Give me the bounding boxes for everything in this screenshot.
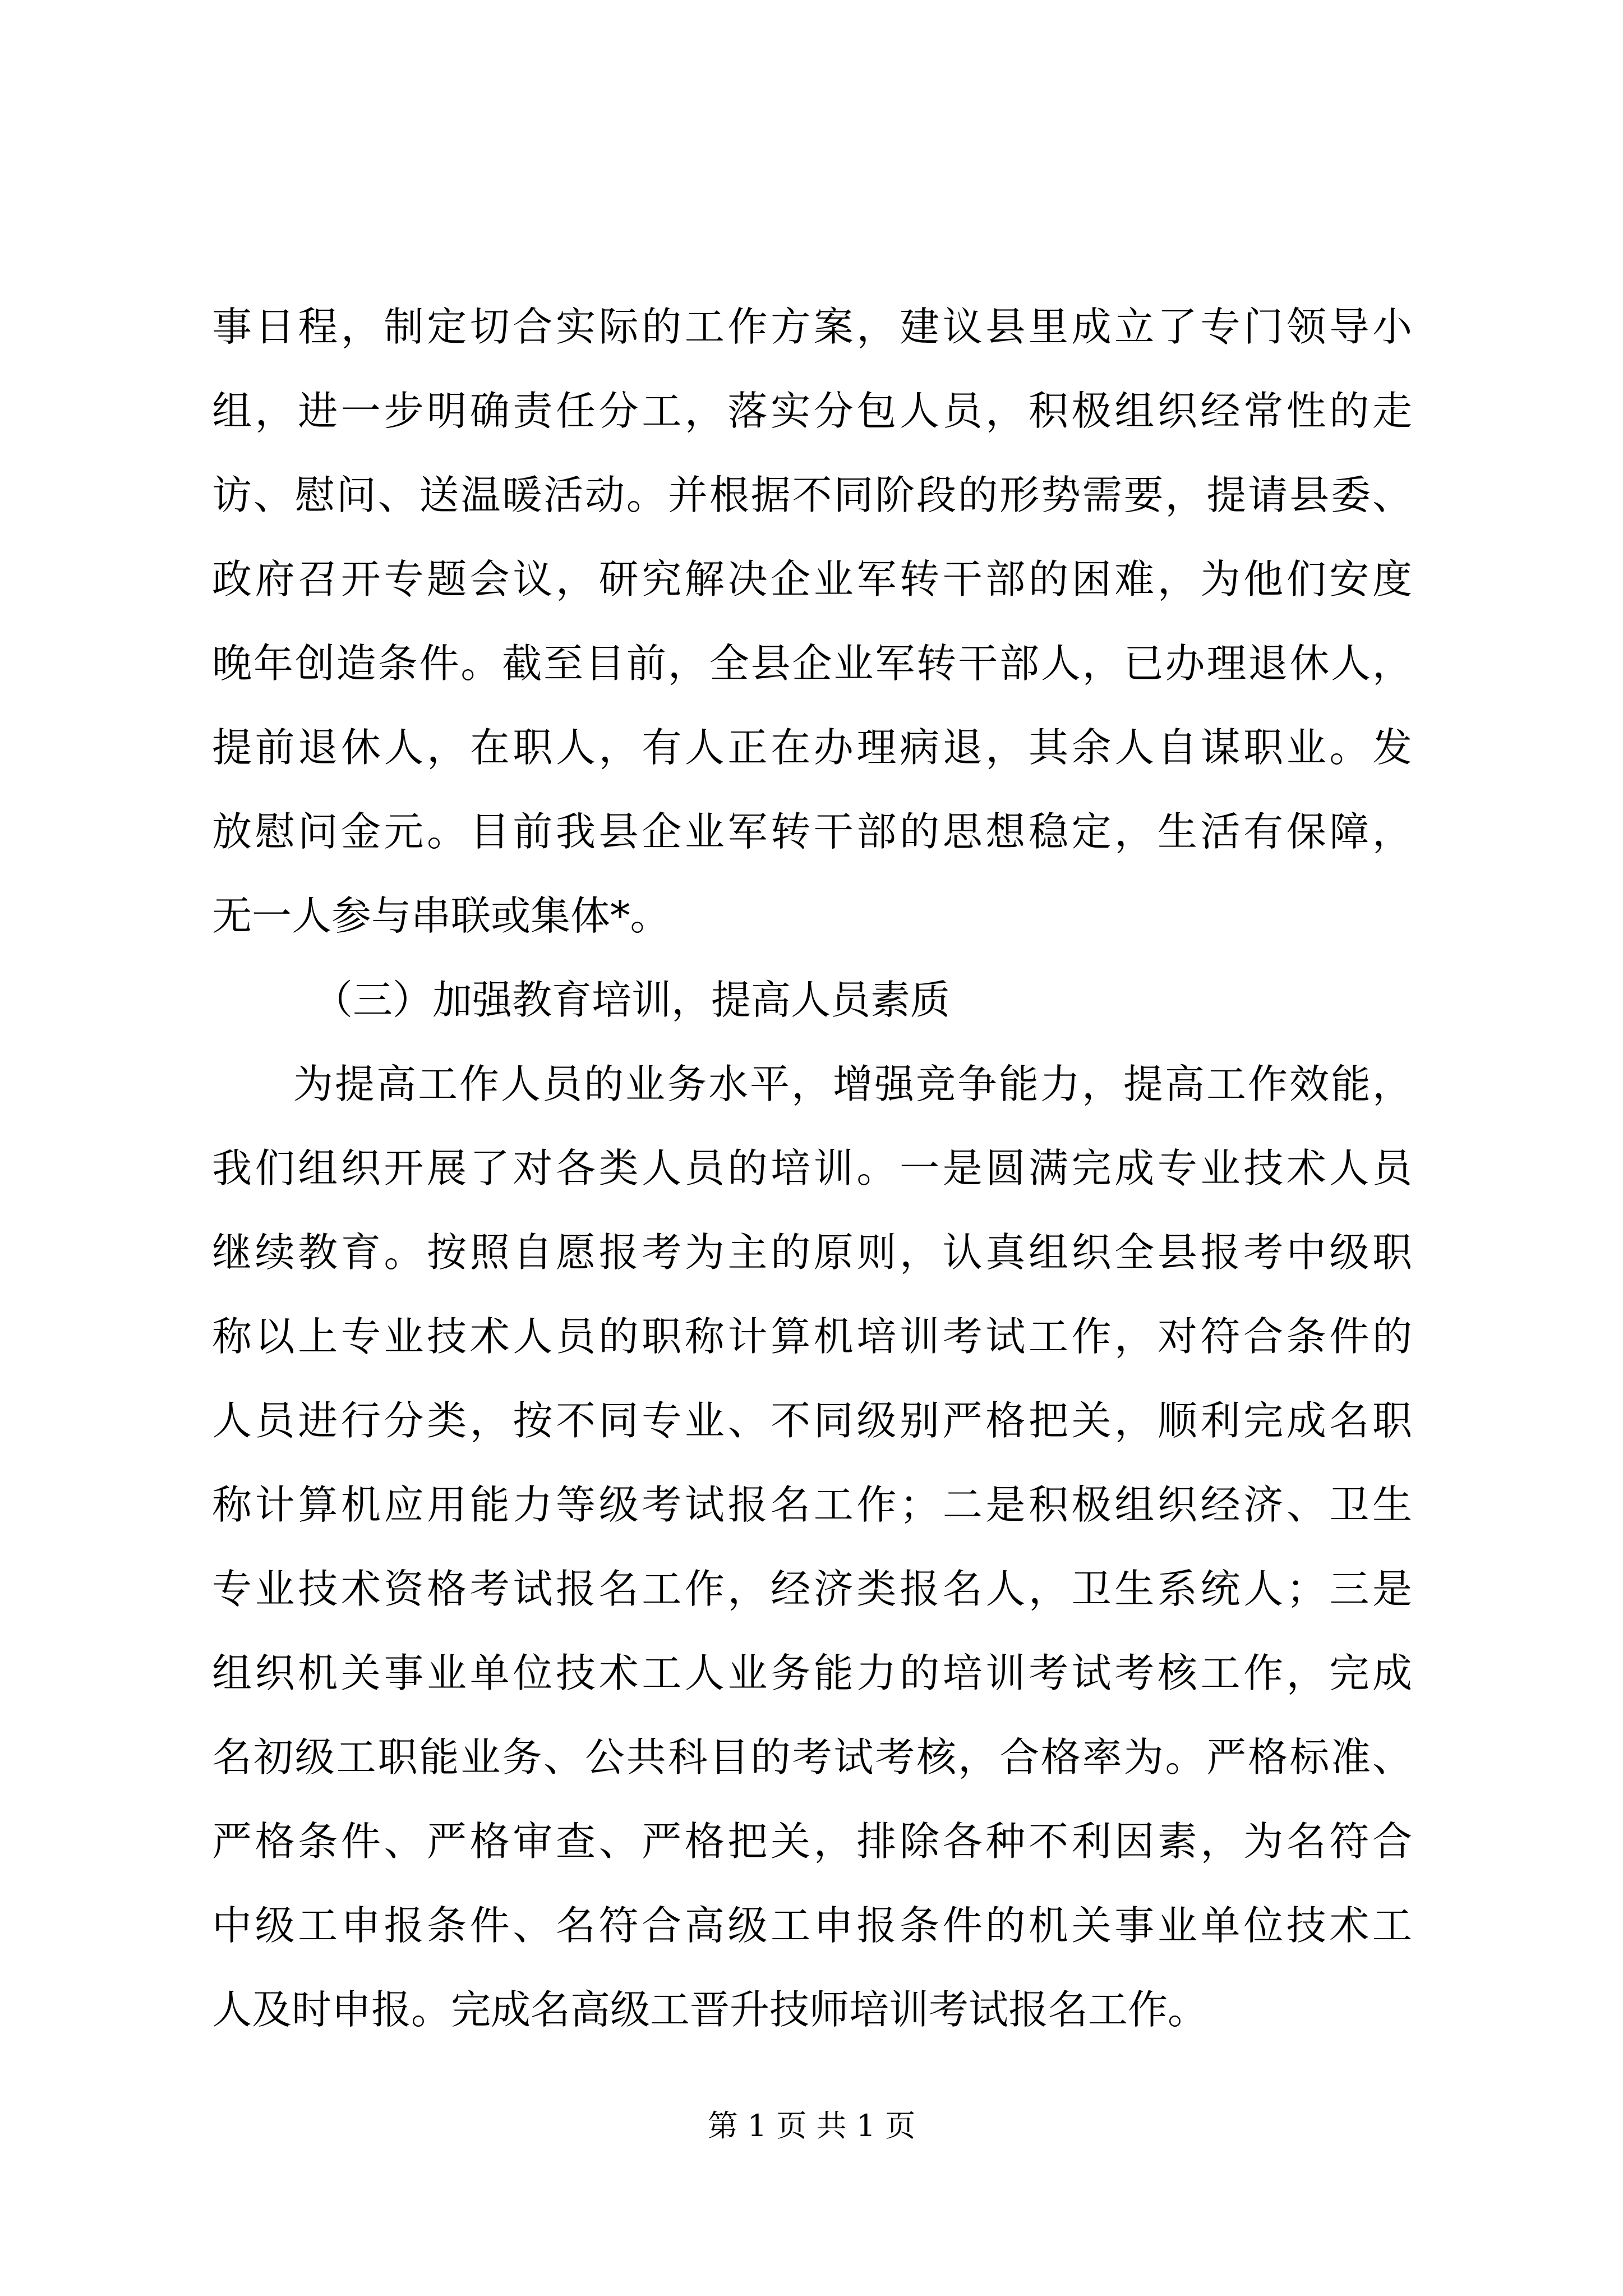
paragraph-line: 我们组织开展了对各类人员的培训。一是圆满完成专业技术人员: [212, 1145, 1412, 1191]
paragraph-line: 组织机关事业单位技术工人业务能力的培训考试考核工作，完成: [212, 1650, 1412, 1696]
document-body: [212, 285, 1412, 2052]
paragraph-line: 政府召开专题会议，研究解决企业军转干部的困难，为他们安度: [212, 556, 1412, 602]
paragraph-line: 称以上专业技术人员的职称计算机培训考试工作，对符合条件的: [212, 1313, 1412, 1360]
paragraph-line: 继续教育。按照自愿报考为主的原则，认真组织全县报考中级职: [212, 1229, 1412, 1276]
section-heading: （三）加强教育培训，提高人员素质: [313, 977, 951, 1023]
page-footer: 第 1 页 共 1 页: [707, 2108, 916, 2143]
paragraph-line: 事日程，制定切合实际的工作方案，建议县里成立了专门领导小: [212, 303, 1412, 350]
paragraph-line: 人及时申报。完成名高级工晋升技师培训考试报名工作。: [212, 1986, 1208, 2033]
paragraph-line: 严格条件、严格审查、严格把关，排除各种不利因素，为名符合: [212, 1818, 1412, 1865]
paragraph-line: 中级工申报条件、名符合高级工申报条件的机关事业单位技术工: [212, 1902, 1412, 1949]
paragraph-line: 名初级工职能业务、公共科目的考试考核，合格率为。严格标准、: [212, 1734, 1412, 1780]
paragraph-line: 人员进行分类，按不同专业、不同级别严格把关，顺利完成名职: [212, 1397, 1412, 1444]
paragraph-line: 放慰问金元。目前我县企业军转干部的思想稳定，生活有保障，: [212, 808, 1412, 855]
paragraph-line: 专业技术资格考试报名工作，经济类报名人，卫生系统人；三是: [212, 1566, 1412, 1612]
paragraph-line: 称计算机应用能力等级考试报名工作；二是积极组织经济、卫生: [212, 1481, 1412, 1528]
paragraph-line: 无一人参与串联或集体*。: [212, 892, 670, 939]
paragraph-line: 提前退休人，在职人，有人正在办理病退，其余人自谋职业。发: [212, 724, 1412, 771]
paragraph-line: 访、慰问、送温暖活动。并根据不同阶段的形势需要，提请县委、: [212, 472, 1412, 518]
paragraph-line: 晚年创造条件。截至目前，全县企业军转干部人，已办理退休人，: [212, 640, 1412, 687]
paragraph-line: 为提高工作人员的业务水平，增强竞争能力，提高工作效能，: [293, 1061, 1412, 1107]
paragraph-line: 组，进一步明确责任分工，落实分包人员，积极组织经常性的走: [212, 388, 1412, 434]
